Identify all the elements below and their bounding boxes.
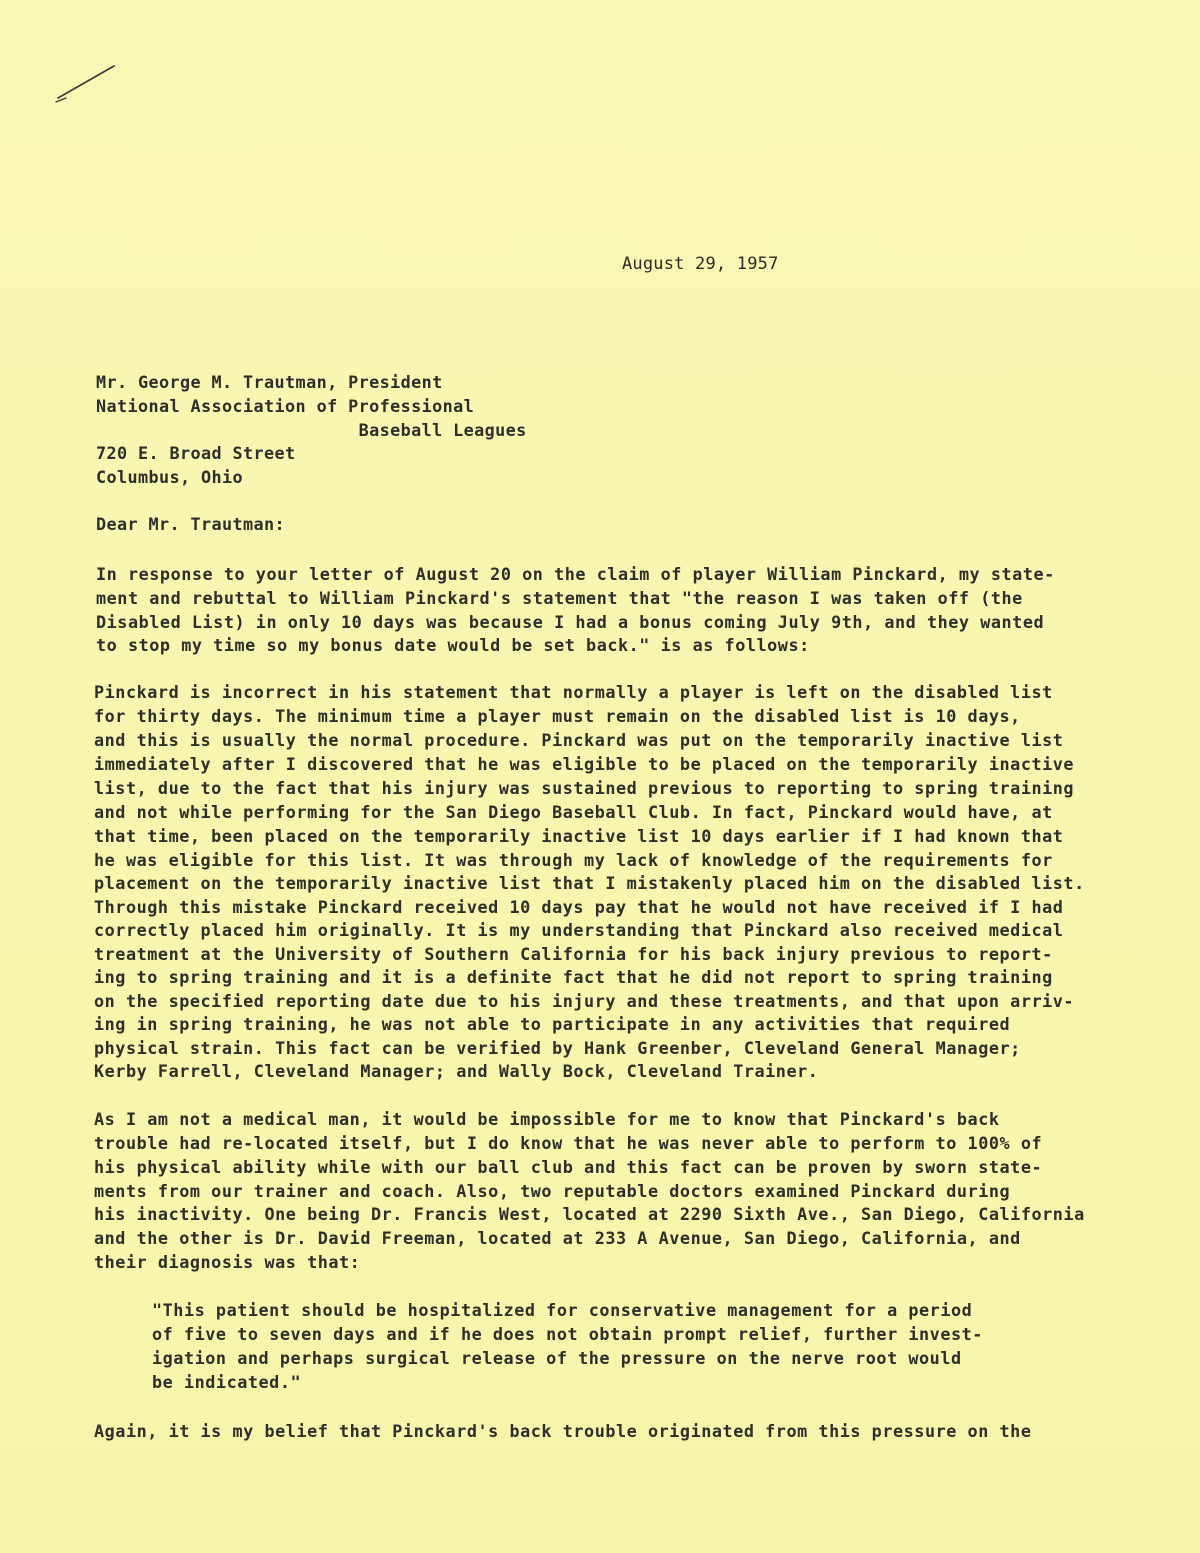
address-line: Columbus, Ohio (96, 467, 244, 487)
quote-line: of five to seven days and if he does not obtain prompt relief, further invest- (152, 1324, 983, 1344)
body-line: list, due to the fact that his injury was sustained previous to reporting to spring training (94, 778, 1075, 798)
body-line: Pinckard is incorrect in his statement that normally a player is left on the disabled list (94, 682, 1053, 702)
body-line: and this is usually the normal procedure. Pinckard was put on the temporarily inactive list (94, 730, 1064, 750)
letter-date: August 29, 1957 (622, 254, 779, 274)
body-line: trouble had re-located itself, but I do know that he was never able to perform to 100% of (94, 1133, 1043, 1153)
body-line: treatment at the University of Southern California for his back injury previous to report- (94, 944, 1053, 964)
quote-line: igation and perhaps surgical release of the pressure on the nerve root would (152, 1348, 962, 1368)
body-line: Through this mistake Pinckard received 10 days pay that he would not have received if I had (94, 897, 1064, 917)
body-line: their diagnosis was that: (94, 1252, 361, 1272)
body-line: Again, it is my belief that Pinckard's back trouble originated from this pressure on the (94, 1421, 1032, 1441)
salutation-line: Dear Mr. Trautman: (96, 514, 286, 534)
body-line: immediately after I discovered that he was eligible to be placed on the temporarily inactive (94, 754, 1075, 774)
body-line: placement on the temporarily inactive list that I mistakenly placed him on the disabled list. (94, 873, 1085, 893)
body-line: Disabled List) in only 10 days was because I had a bonus coming July 9th, and they wanted (96, 612, 1045, 632)
address-line: Baseball Leagues (96, 420, 527, 440)
body-line: ing in spring training, he was not able to participate in any activities that required (94, 1014, 1011, 1034)
body-line: to stop my time so my bonus date would be set back." is as follows: (96, 635, 810, 655)
address-line: Mr. George M. Trautman, President (96, 372, 443, 392)
address-line: 720 E. Broad Street (96, 443, 296, 463)
body-line: ing to spring training and it is a definite fact that he did not report to spring training (94, 967, 1053, 987)
address-line: National Association of Professional (96, 396, 475, 416)
body-line: that time, been placed on the temporarily inactive list 10 days earlier if I had known that (94, 826, 1064, 846)
body-line: for thirty days. The minimum time a player must remain on the disabled list is 10 days, (94, 706, 1021, 726)
body-line: correctly placed him originally. It is my understanding that Pinckard also received medical (94, 920, 1064, 940)
body-line: physical strain. This fact can be verified by Hank Greenber, Cleveland General Manager; (94, 1038, 1021, 1058)
body-line: Kerby Farrell, Cleveland Manager; and Wally Bock, Cleveland Trainer. (94, 1061, 819, 1081)
body-line: and not while performing for the San Diego Baseball Club. In fact, Pinckard would have, at (94, 802, 1053, 822)
body-line: his inactivity. One being Dr. Francis West, located at 2290 Sixth Ave., San Diego, California (94, 1204, 1085, 1224)
body-line: ment and rebuttal to William Pinckard's statement that "the reason I was taken off (the (96, 588, 1023, 608)
body-line: he was eligible for this list. It was through my lack of knowledge of the requirements for (94, 850, 1053, 870)
body-line: In response to your letter of August 20 on the claim of player William Pinckard, my state- (96, 564, 1055, 584)
quote-line: "This patient should be hospitalized for conservative management for a period (152, 1300, 973, 1320)
body-line: on the specified reporting date due to his injury and these treatments, and that upon arriv- (94, 991, 1075, 1011)
body-line: and the other is Dr. David Freeman, located at 233 A Avenue, San Diego, California, and (94, 1228, 1021, 1248)
body-line: his physical ability while with our ball club and this fact can be proven by sworn state- (94, 1157, 1043, 1177)
body-line: ments from our trainer and coach. Also, two reputable doctors examined Pinckard during (94, 1181, 1011, 1201)
pencil-mark-icon (52, 58, 122, 106)
quote-line: be indicated." (152, 1372, 302, 1392)
body-line: As I am not a medical man, it would be impossible for me to know that Pinckard's back (94, 1109, 1000, 1129)
